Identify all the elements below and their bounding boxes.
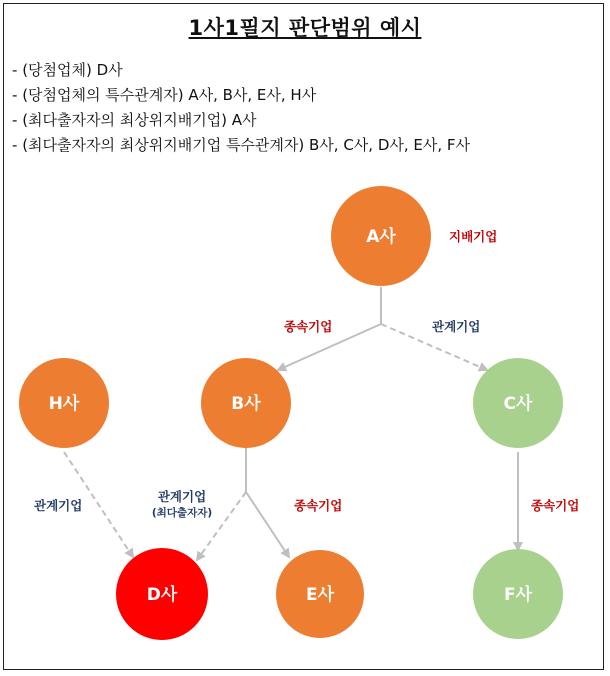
node-f-label: F사 <box>503 585 533 605</box>
node-a-label: A사 <box>366 227 396 247</box>
page-title: 1사1필지 판단범위 예시 <box>188 16 422 40</box>
node-h <box>19 358 109 448</box>
criteria-item-winner: - (당첨업체) D사 <box>12 58 470 83</box>
label-dominant-a: 지배기업 <box>449 229 498 244</box>
node-b <box>201 358 291 448</box>
node-e <box>276 550 364 638</box>
label-affiliate-h-d: 관계기업 <box>34 498 83 513</box>
label-subsidiary-a-b: 종속기업 <box>284 319 333 334</box>
criteria-item-winner-related: - (당첨업체의 특수관계자) A사, B사, E사, H사 <box>12 83 470 108</box>
node-e-label: E사 <box>305 585 335 605</box>
node-b-label: B사 <box>231 394 261 414</box>
node-d <box>116 548 208 640</box>
label-affiliate-b-d-note: (최다출자자) <box>151 507 213 519</box>
node-f <box>473 549 563 639</box>
node-h-label: H사 <box>48 394 80 414</box>
edge-b-to-e <box>246 492 289 557</box>
node-c-label: C사 <box>503 394 533 414</box>
label-affiliate-a-c: 관계기업 <box>432 319 481 334</box>
node-a <box>331 186 431 286</box>
label-subsidiary-c-f: 종속기업 <box>531 498 580 513</box>
node-c <box>473 358 563 448</box>
criteria-item-top-parent: - (최다출자자의 최상위지배기업) A사 <box>12 108 470 133</box>
node-d-label: D사 <box>146 585 178 605</box>
label-affiliate-b-d: 관계기업 <box>157 489 207 504</box>
label-subsidiary-b-e: 종속기업 <box>294 498 343 513</box>
criteria-item-top-parent-related: - (최다출자자의 최상위지배기업 특수관계자) B사, C사, D사, E사, F사 <box>12 133 470 158</box>
